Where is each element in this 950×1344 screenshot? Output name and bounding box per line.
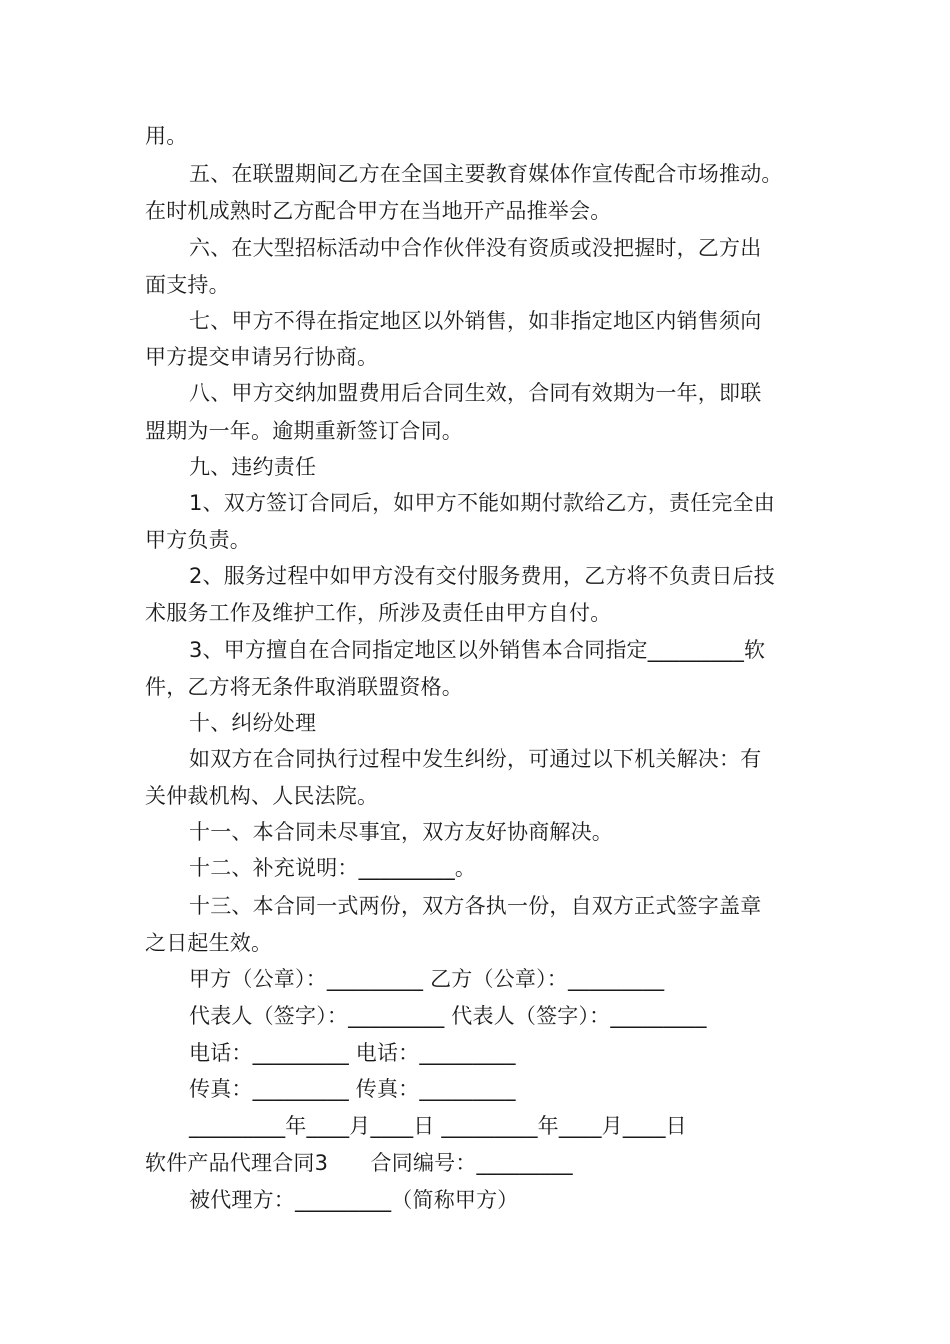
text-line: 甲方提交申请另行协商。 bbox=[145, 345, 379, 369]
text-line: 十二、补充说明：_________。 bbox=[189, 856, 477, 880]
signature-line: 甲方（公章）：_________ 乙方（公章）：_________ bbox=[189, 967, 665, 991]
text-line: 六、在大型招标活动中合作伙伴没有资质或没把握时，乙方出 bbox=[189, 236, 762, 260]
text-line: 关仲裁机构、人民法院。 bbox=[145, 784, 379, 808]
text-line: 十三、本合同一式两份，双方各执一份，自双方正式签字盖章 bbox=[189, 894, 762, 918]
text-line: 3、甲方擅自在合同指定地区以外销售本合同指定_________软 bbox=[189, 638, 766, 662]
section-heading: 十、纠纷处理 bbox=[189, 711, 317, 735]
text-line: 八、甲方交纳加盟费用后合同生效，合同有效期为一年，即联 bbox=[189, 381, 762, 405]
text-line: 1、双方签订合同后，如甲方不能如期付款给乙方，责任完全由 bbox=[189, 491, 775, 515]
text-line: 五、在联盟期间乙方在全国主要教育媒体作宣传配合市场推动。 bbox=[189, 162, 783, 186]
text-line: 件，乙方将无条件取消联盟资格。 bbox=[145, 675, 463, 699]
text-line: 术服务工作及维护工作，所涉及责任由甲方自付。 bbox=[145, 601, 612, 625]
text-line: 甲方负责。 bbox=[145, 528, 251, 552]
text-line: 用。 bbox=[145, 124, 188, 148]
contract-title: 软件产品代理合同3 合同编号：_________ bbox=[145, 1151, 573, 1175]
text-line: 如双方在合同执行过程中发生纠纷，可通过以下机关解决：有 bbox=[189, 747, 762, 771]
signature-line: 电话：_________ 电话：_________ bbox=[189, 1041, 516, 1065]
signature-line: 传真：_________ 传真：_________ bbox=[189, 1077, 516, 1101]
text-line: 盟期为一年。逾期重新签订合同。 bbox=[145, 419, 463, 443]
text-line: 被代理方：_________（简称甲方） bbox=[189, 1188, 519, 1212]
signature-line: 代表人（签字）：_________ 代表人（签字）：_________ bbox=[189, 1004, 707, 1028]
text-line: 之日起生效。 bbox=[145, 931, 273, 955]
text-line: 在时机成熟时乙方配合甲方在当地开产品推举会。 bbox=[145, 199, 612, 223]
text-line: 2、服务过程中如甲方没有交付服务费用，乙方将不负责日后技 bbox=[189, 564, 775, 588]
text-line: 面支持。 bbox=[145, 273, 230, 297]
section-heading: 九、违约责任 bbox=[189, 455, 317, 479]
date-line: _________年____月____日 _________年____月____日 bbox=[189, 1114, 687, 1138]
text-line: 七、甲方不得在指定地区以外销售，如非指定地区内销售须向 bbox=[189, 309, 762, 333]
text-line: 十一、本合同未尽事宜，双方友好协商解决。 bbox=[189, 820, 613, 844]
